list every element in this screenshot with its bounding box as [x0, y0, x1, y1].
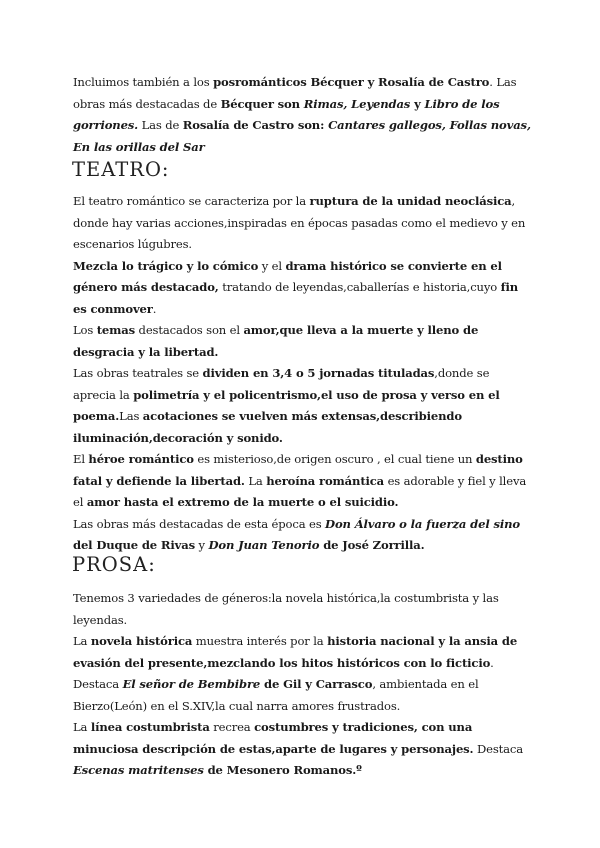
text-run: . Destaca	[73, 655, 494, 691]
text-run: La	[73, 720, 91, 734]
prosa-paragraph-3	[73, 717, 535, 782]
bold-italic-run: Escenas matritenses	[73, 763, 204, 777]
bold-run: costumbres y tradiciones, con una minuciosa descripción de estas,aparte de lugares y personajes.	[73, 720, 474, 756]
text-run: La	[244, 473, 267, 488]
bold-run: héroe romántico	[88, 452, 194, 466]
bold-run: acotaciones se vuelven más extensas,describiendo iluminación,decoración y sonido.	[73, 409, 462, 445]
intro-text	[73, 72, 535, 158]
text-run: y	[195, 538, 209, 552]
bold-run: Bécquer son	[220, 96, 304, 111]
text-run: .	[152, 301, 157, 316]
teatro-paragraph-3	[73, 320, 535, 363]
intro-paragraph	[73, 72, 535, 158]
prosa-paragraph-2	[73, 631, 535, 717]
prosa-section	[73, 588, 535, 782]
bold-run: de Mesonero Romanos.º	[203, 763, 362, 777]
text-run: Las	[119, 409, 143, 423]
bold-run	[304, 97, 410, 111]
text-run: ,donde se aprecia la	[73, 366, 490, 402]
text-run: Las obras más destacadas de esta época es	[73, 516, 326, 531]
text-run: muestra interés por la	[192, 634, 328, 648]
bold-run: heroína romántica	[266, 473, 385, 488]
bold-run: de José Zorrilla.	[319, 538, 425, 552]
text-run: recrea	[209, 720, 255, 734]
bold-italic-run: Don Juan Tenorio	[208, 538, 320, 552]
bold-run	[208, 538, 319, 552]
bold-run: Rosalía de Castro son:	[182, 118, 329, 132]
text-run: . Las obras más destacadas de	[73, 75, 517, 111]
heading-teatro: TEATRO:	[72, 158, 170, 181]
bold-italic-run: El señor de Bembibre	[122, 677, 261, 691]
bold-run: temas	[96, 323, 136, 337]
teatro-paragraph-2	[73, 256, 535, 321]
bold-italic-run: Don Álvaro o la fuerza del sino	[325, 516, 520, 531]
bold-run: Mezcla lo trágico y lo cómico	[73, 258, 259, 273]
teatro-section	[73, 191, 535, 557]
text-run: Los	[73, 323, 97, 337]
bold-run: y	[410, 96, 425, 111]
bold-run: novela histórica	[90, 634, 193, 648]
bold-run: dividen en 3,4 o 5 jornadas tituladas	[202, 366, 435, 380]
text-run: tratando de leyendas,caballerías e historia,cuyo	[218, 280, 501, 294]
text-run: Las obras teatrales se	[73, 366, 203, 380]
bold-run: amor hasta el extremo de la muerte o el suicidio.	[86, 495, 399, 509]
bold-run: fin es conmover	[73, 280, 519, 316]
prosa-paragraph-1	[73, 588, 535, 631]
text-run: , ambientada en el Bierzo(León) en el S.XIV,la cual narra amores frustrados.	[73, 677, 479, 713]
teatro-paragraph-4	[73, 363, 535, 449]
bold-italic-run: Libro de los gorriones.	[73, 96, 500, 132]
bold-run	[325, 517, 520, 531]
text-run: La	[73, 634, 91, 648]
text-run: , donde hay varias acciones,inspiradas en épocas pasadas como el medievo y en escenarios lúgubres.	[73, 194, 526, 251]
text-run: destacados son el	[135, 323, 244, 337]
bold-italic-run: Rimas, Leyendas	[303, 96, 411, 111]
text-run: Incluimos también a los	[73, 75, 214, 89]
bold-run: amor,que lleva a la muerte y lleno de desgracia y la libertad.	[73, 323, 479, 359]
text-run: El teatro romántico se caracteriza por la	[73, 194, 310, 208]
text-run: Destaca	[473, 741, 524, 756]
text-run: y el	[258, 258, 286, 273]
bold-italic-run: Cantares gallegos, Follas novas, En las orillas del Sar	[73, 118, 531, 154]
text-run: Tenemos 3 variedades de géneros:la novela histórica,la costumbrista y las leyendas.	[73, 591, 499, 627]
bold-run: destino fatal y defiende la libertad.	[73, 452, 523, 488]
text-run: es misterioso,de origen oscuro , el cual tiene un	[193, 452, 476, 466]
teatro-paragraph-1	[73, 191, 535, 256]
teatro-paragraph-5	[73, 449, 535, 514]
bold-run: historia nacional y la ansia de evasión del presente,mezclando los hitos históricos con lo ficticio	[73, 634, 518, 670]
text-run: El	[73, 452, 89, 466]
bold-run: drama histórico se convierte en el género más destacado,	[73, 258, 502, 294]
bold-run: ruptura de la unidad neoclásica	[309, 194, 512, 208]
bold-run: posrománticos Bécquer y Rosalía de Castro	[213, 75, 490, 89]
text-run: es adorable y fiel y lleva el	[73, 473, 527, 509]
text-run: Las de	[138, 118, 183, 132]
teatro-paragraph-6	[73, 514, 535, 557]
heading-prosa: PROSA:	[72, 553, 156, 576]
bold-run: de Gil y Carrasco	[260, 677, 373, 691]
bold-run	[73, 763, 204, 777]
bold-run: polimetría y el policentrismo,el uso de prosa y verso en el poema.	[73, 387, 500, 423]
bold-run: del Duque de Rivas	[73, 538, 195, 552]
bold-run	[123, 677, 261, 691]
bold-run: línea costumbrista	[90, 720, 210, 734]
